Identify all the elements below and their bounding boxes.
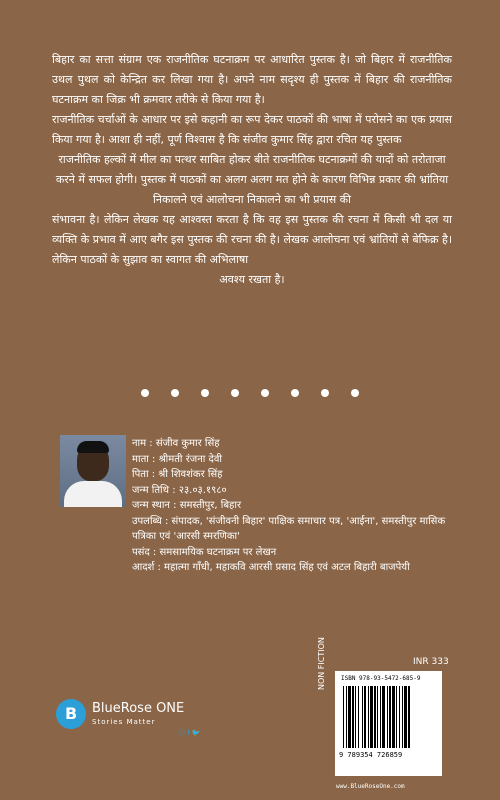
dot-icon [171,389,179,397]
blurb-paragraph: राजनीतिक हल्कों में मील का पत्थर साबित होकर बीते राजनीतिक घटनाक्रमों की यादों को तरोताजा करने में सफल होगी। पुस्तक में पाठकों का अलग अलग मत होने के कारण विभिन्न प्रकार की भ्रांतिया निकालने एवं आलोचना निकालने का भी प्रयास की [55,153,449,206]
dot-icon [261,389,269,397]
dot-icon [141,389,149,397]
back-cover-blurb [52,50,452,290]
isbn-label: ISBN 978-93-5472-685-9 [341,675,421,682]
author-photo [60,435,126,507]
author-birthplace: जन्म स्थान : समस्तीपुर, बिहार [132,500,242,511]
author-ideals: आदर्श : महात्मा गाँधी, महाकवि आरसी प्रसाद सिंह एवं अटल बिहारी बाजपेयी [132,562,410,573]
price-label: INR 333 [413,657,449,667]
publisher-name: BlueRose ONE [92,701,185,716]
author-achievements: उपलब्धि : संपादक, 'संजीवनी बिहार' पाक्षिक समाचार पत्र, 'आईना', समस्तीपुर मासिक पत्रिका एवं 'आरसी स्मरणिका' [132,515,446,542]
dot-icon [321,389,329,397]
publisher-tagline: Stories Matter [92,718,156,726]
author-bio [132,436,462,576]
barcode-number: 9 789354 726859 [339,751,403,759]
dot-icon [291,389,299,397]
blurb-paragraph: बिहार का सत्ता संग्राम एक राजनीतिक घटनाक्रम पर आधारित पुस्तक है। जो बिहार में राजनीतिक उथल पुथल को केन्द्रित कर लिखा गया है। अपने नाम सदृश्य ही पुस्तक में बिहार की राजनीतिक घटनाक्रम का जिक्र भी क्रमवार तरीके से किया गया है। [52,53,452,106]
blurb-paragraph: राजनीतिक चर्चाओं के आधार पर इसे कहानी का रूप देकर पाठकों की भाषा में परोसने का एक प्रयास किया गया है। आशा ही नहीं, पूर्ण विश्वास है कि संजीव कुमार सिंह द्वारा रचित यह पुस्तक [52,113,452,146]
author-father: पिता : श्री शिवशंकर सिंह [132,469,223,480]
blurb-paragraph: अवश्य रखता है। [219,273,285,286]
dot-icon [231,389,239,397]
social-icons: ⓘ f 🐦 [178,729,201,737]
genre-label: NON FICTION [317,637,326,690]
publisher-website: www.BlueRoseOne.com [336,783,405,790]
author-interest: पसंद : समसामयिक घटनाक्रम पर लेखन [132,546,277,558]
decorative-dots [0,385,500,401]
publisher-logo [56,697,216,737]
dot-icon [351,389,359,397]
bluerose-badge-icon: B [56,699,86,729]
author-name: नाम : संजीव कुमार सिंह [132,438,220,449]
barcode [335,671,442,776]
blurb-paragraph: संभावना है। लेकिन लेखक यह आश्वस्त करता है कि वह इस पुस्तक की रचना में किसी भी दल या व्यक्ति के प्रभाव में आए बगैर इस पुस्तक की रचना की है। लेखक आलोचना एवं भ्रांतियों से बेफिक्र है। लेकिन पाठकों के सुझाव का स्वागत की अभिलाषा [52,213,452,266]
author-mother: माता : श्रीमती रंजना देवी [132,453,222,465]
author-dob: जन्म तिथि : २३.०३.१९८० [132,484,227,496]
barcode-bars [343,686,435,748]
dot-icon [201,389,209,397]
